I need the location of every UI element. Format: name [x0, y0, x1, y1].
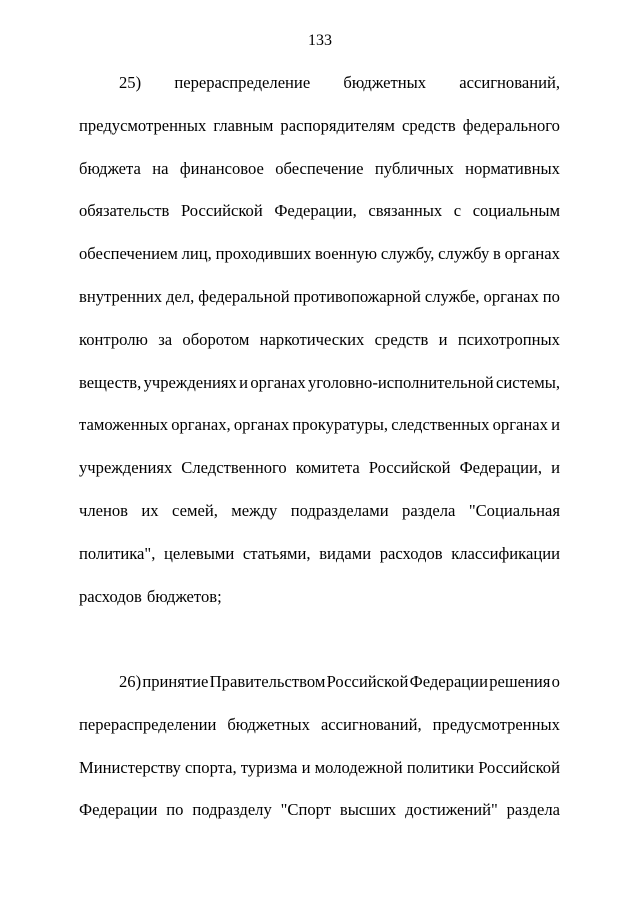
text-line: [79, 330, 560, 350]
word: учреждениях: [143, 372, 237, 392]
word: учреждениях: [79, 458, 173, 478]
word: финансовое: [179, 158, 264, 178]
word: комитета: [295, 458, 360, 478]
word: обязательств: [79, 201, 170, 221]
word: принятие: [142, 671, 209, 691]
word: решения: [489, 671, 551, 691]
word: Правительством: [209, 671, 326, 691]
word: ассигнований,: [459, 73, 560, 92]
word: оборотом: [182, 329, 250, 349]
word: и: [551, 458, 560, 478]
word: Министерству: [79, 757, 181, 777]
word: Федерации,: [459, 458, 543, 478]
text-line: [79, 544, 560, 564]
word: и: [239, 372, 249, 392]
word: перераспределение: [174, 73, 311, 92]
word: их: [141, 501, 159, 520]
word: главным: [213, 115, 274, 135]
word: туризма: [240, 757, 298, 777]
word: службу,: [380, 244, 435, 264]
word: с: [453, 201, 462, 221]
word: по: [542, 287, 560, 306]
word: и: [438, 329, 448, 349]
word: классификации: [451, 543, 560, 563]
word: службу: [438, 244, 490, 264]
word: бюджета: [79, 158, 141, 178]
text-line: [79, 201, 560, 221]
text-line: [79, 587, 560, 607]
word: по: [166, 800, 184, 820]
word: предусмотренных: [432, 714, 560, 734]
text-line: [79, 415, 560, 435]
text-line: [119, 73, 560, 93]
word: о: [551, 671, 560, 691]
word: системы,: [495, 372, 560, 392]
word: органах,: [171, 415, 231, 435]
word: распорядителям: [280, 115, 395, 135]
text-line: [79, 373, 560, 393]
word: перераспределении: [79, 714, 217, 734]
word: лиц,: [181, 244, 212, 264]
word: Следственного: [181, 458, 287, 478]
word: связанных: [368, 201, 443, 221]
word: веществ,: [79, 372, 142, 392]
word: бюджетных: [343, 73, 427, 92]
word: ассигнований,: [320, 714, 422, 734]
word: Российской: [368, 458, 451, 478]
word: политики: [406, 757, 475, 777]
word: в: [493, 244, 501, 264]
word: 26): [119, 671, 142, 691]
word: семей,: [172, 501, 218, 520]
word: Российской: [326, 671, 409, 691]
word: Российской: [180, 201, 263, 221]
word: статьями,: [242, 543, 311, 563]
word: социальным: [472, 201, 560, 221]
word: контролю: [79, 329, 148, 349]
word: органах: [483, 287, 539, 306]
word: бюджетов;: [146, 586, 222, 606]
word: наркотических: [259, 329, 365, 349]
word: уголовно-исполнительной: [308, 372, 494, 392]
word: Российской: [478, 757, 560, 777]
text-line: [79, 159, 560, 179]
word: службе,: [424, 287, 480, 306]
word: "Социальная: [468, 501, 560, 520]
word: Федерации: [409, 671, 488, 691]
word: предусмотренных: [79, 115, 207, 135]
word: целевыми: [163, 543, 235, 563]
word: политика",: [79, 543, 156, 563]
word: обеспечением: [79, 244, 178, 264]
text-line: [79, 244, 560, 264]
word: нормативных: [465, 158, 560, 178]
word: раздела: [402, 501, 456, 520]
word: органах: [492, 415, 548, 435]
word: проходивших: [215, 244, 312, 264]
text-line: [79, 116, 560, 136]
word: раздела: [506, 800, 560, 820]
text-line: [79, 501, 560, 521]
word: Федерации: [79, 800, 158, 820]
word: органах: [233, 415, 290, 435]
word: органах: [250, 372, 306, 392]
word: средств: [401, 115, 456, 135]
word: федеральной: [198, 287, 290, 306]
word: молодежной: [314, 757, 403, 777]
word: дел,: [166, 287, 195, 306]
word: 25): [119, 73, 142, 92]
word: расходов: [379, 543, 443, 563]
word: Федерации,: [274, 201, 357, 221]
word: средств: [374, 329, 429, 349]
word: органах: [504, 244, 560, 264]
word: подразделу: [192, 800, 272, 820]
text-line: [79, 715, 560, 735]
page-number: 133: [308, 32, 332, 49]
word: психотропных: [457, 329, 560, 349]
word: достижений": [405, 800, 498, 820]
word: видами: [319, 543, 372, 563]
word: за: [158, 329, 173, 349]
word: на: [152, 158, 169, 178]
word: подразделами: [290, 501, 389, 520]
word: противопожарной: [293, 287, 421, 306]
word: военную: [315, 244, 378, 264]
word: прокуратуры,: [292, 415, 389, 435]
word: публичных: [374, 158, 454, 178]
text-line: [79, 458, 560, 478]
word: внутренних: [79, 287, 163, 306]
word: следственных: [391, 415, 490, 435]
word: федерального: [462, 115, 560, 135]
word: между: [231, 501, 278, 520]
word: членов: [79, 501, 129, 520]
word: и: [301, 757, 311, 777]
word: и: [551, 415, 560, 435]
text-line: [79, 800, 560, 820]
word: бюджетных: [227, 714, 310, 734]
word: спорта,: [185, 757, 237, 777]
word: расходов: [79, 586, 142, 606]
text-line: [79, 758, 560, 778]
word: высших: [339, 800, 397, 820]
word: обеспечение: [275, 158, 364, 178]
text-line: [119, 672, 560, 692]
word: "Спорт: [280, 800, 331, 820]
word: таможенных: [79, 415, 169, 435]
text-line: [79, 287, 560, 307]
